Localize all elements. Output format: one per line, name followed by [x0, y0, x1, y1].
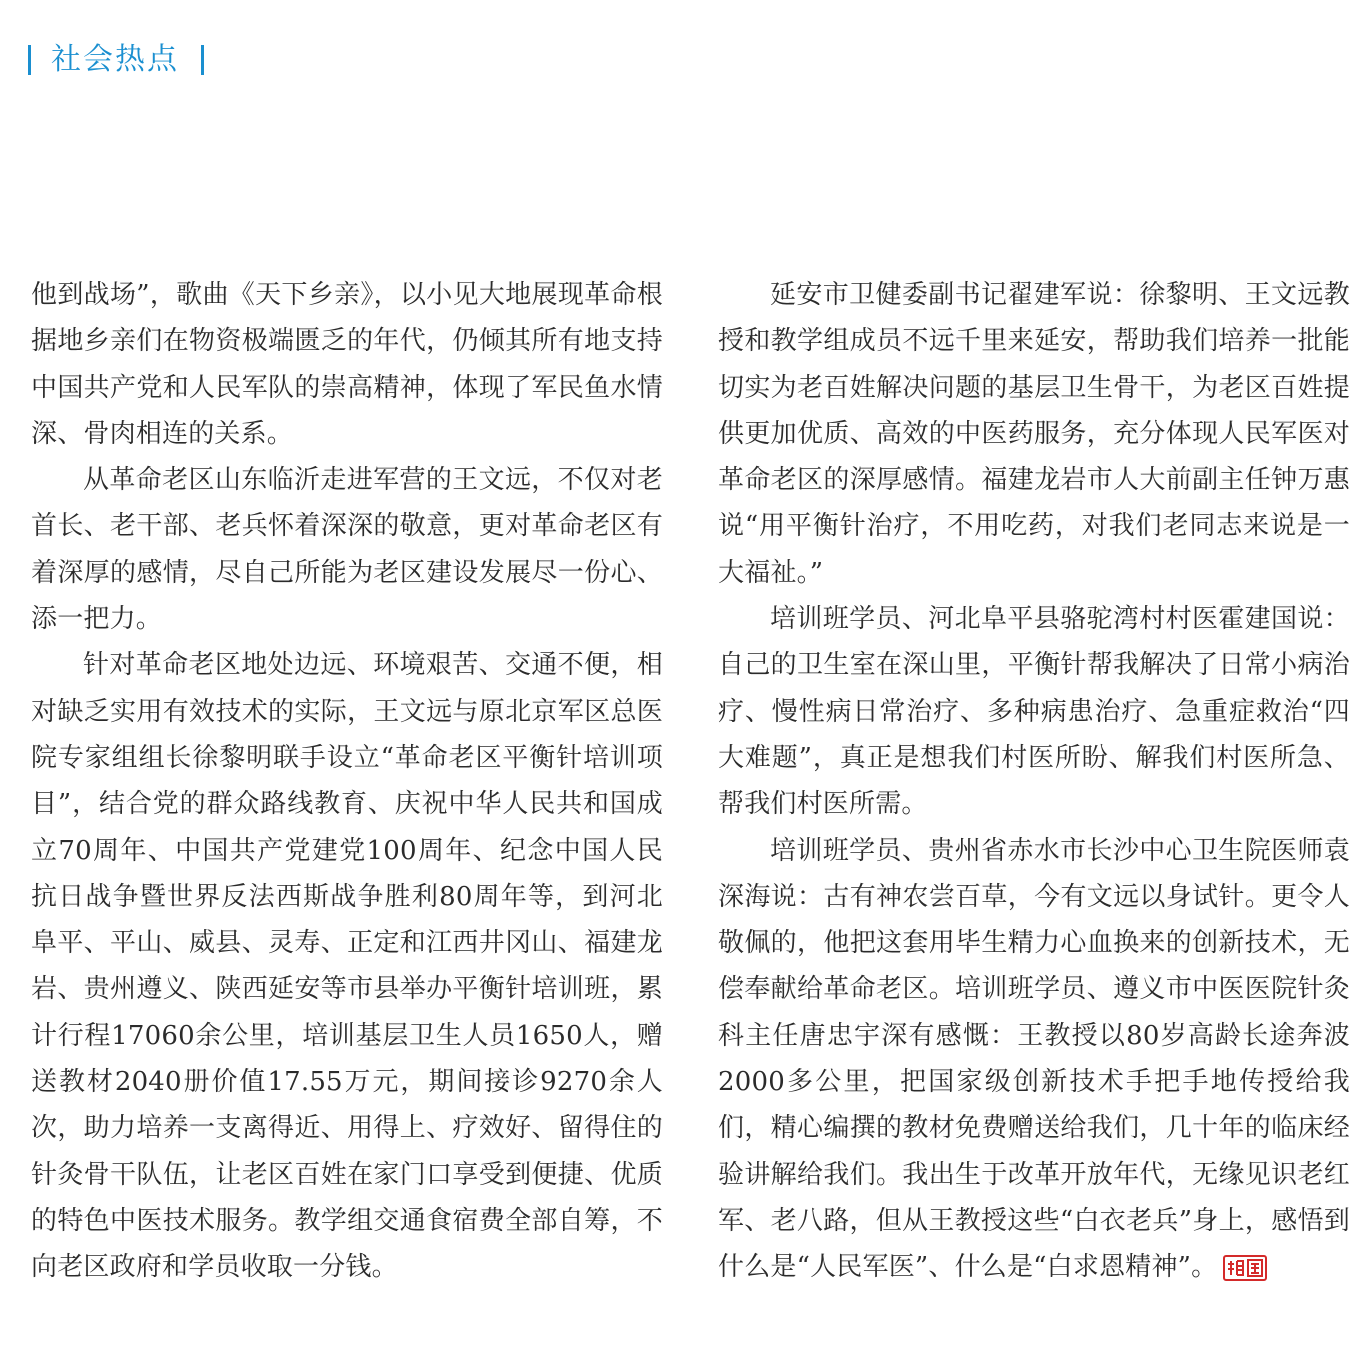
article-paragraph: 他到战场”，歌曲《天下乡亲》，以小见大地展现革命根据地乡亲们在物资极端匮乏的年代，仍倾其所有地支持中国共产党和人民军队的崇高精神，体现了军民鱼水情深、骨肉相连的关系。 — [31, 280, 663, 449]
article-paragraph: 延安市卫健委副书记翟建军说：徐黎明、王文远教授和教学组成员不远千里来延安，帮助我们培养一批能切实为老百姓解决问题的基层卫生骨干，为老区百姓提供更加优质、高效的中医药服务，充分体现人民军医对革命老区的深厚感情。福建龙岩市人大前副主任钟万惠说“用平衡针治疗，不用吃药，对我们老同志来说是一大福祉。” — [718, 280, 1350, 588]
magazine-seal-icon — [1223, 1255, 1267, 1281]
section-header — [28, 38, 204, 82]
header-left-bar — [28, 45, 31, 75]
section-title: 社会热点 — [51, 42, 179, 77]
article-paragraph-text: 培训班学员、贵州省赤水市长沙中心卫生院医师袁深海说：古有神农尝百草，今有文远以身试针。更令人敬佩的，他把这套用毕生精力心血换来的创新技术，无偿奉献给革命老区。培训班学员、遵义市中医医院针灸科主任唐忠宇深有感慨：王教授以80岁高龄长途奔波2000多公里，把国家级创新技术手把手地传授给我们，精心编撰的教材免费赠送给我们，几十年的临床经验讲解给我们。我出生于改革开放年代，无缘见识老红军、老八路，但从王教授这些“白衣老兵”身上，感悟到什么是“人民军医”、什么是“白求恩精神”。 — [718, 835, 1350, 1283]
article-paragraph: 培训班学员、河北阜平县骆驼湾村村医霍建国说：自己的卫生室在深山里，平衡针帮我解决了日常小病治疗、慢性病日常治疗、多种病患治疗、急重症救治“四大难题”，真正是想我们村医所盼、解我们村医所急、帮我们村医所需。 — [718, 604, 1350, 820]
header-right-bar — [201, 45, 204, 75]
article-paragraph: 针对革命老区地处边远、环境艰苦、交通不便，相对缺乏实用有效技术的实际，王文远与原北京军区总医院专家组组长徐黎明联手设立“革命老区平衡针培训项目”，结合党的群众路线教育、庆祝中华人民共和国成立70周年、中国共产党建党100周年、纪念中国人民抗日战争暨世界反法西斯战争胜利80周年等，到河北阜平、平山、威县、灵寿、正定和江西井冈山、福建龙岩、贵州遵义、陕西延安等市县举办平衡针培训班，累计行程17060余公里，培训基层卫生人员1650人，赠送教材2040册价值17.55万元，期间接诊9270余人次，助力培养一支离得近、用得上、疗效好、留得住的针灸骨干队伍，让老区百姓在家门口享受到便捷、优质的特色中医技术服务。教学组交通食宿费全部自筹，不向老区政府和学员收取一分钱。 — [31, 650, 663, 1283]
left-column — [31, 272, 663, 1291]
article-paragraph: 从革命老区山东临沂走进军营的王文远，不仅对老首长、老干部、老兵怀着深深的敬意，更对革命老区有着深厚的感情，尽自己所能为老区建设发展尽一份心、添一把力。 — [31, 465, 663, 635]
article-paragraph-last — [718, 828, 1350, 1291]
right-column — [718, 272, 1350, 1291]
